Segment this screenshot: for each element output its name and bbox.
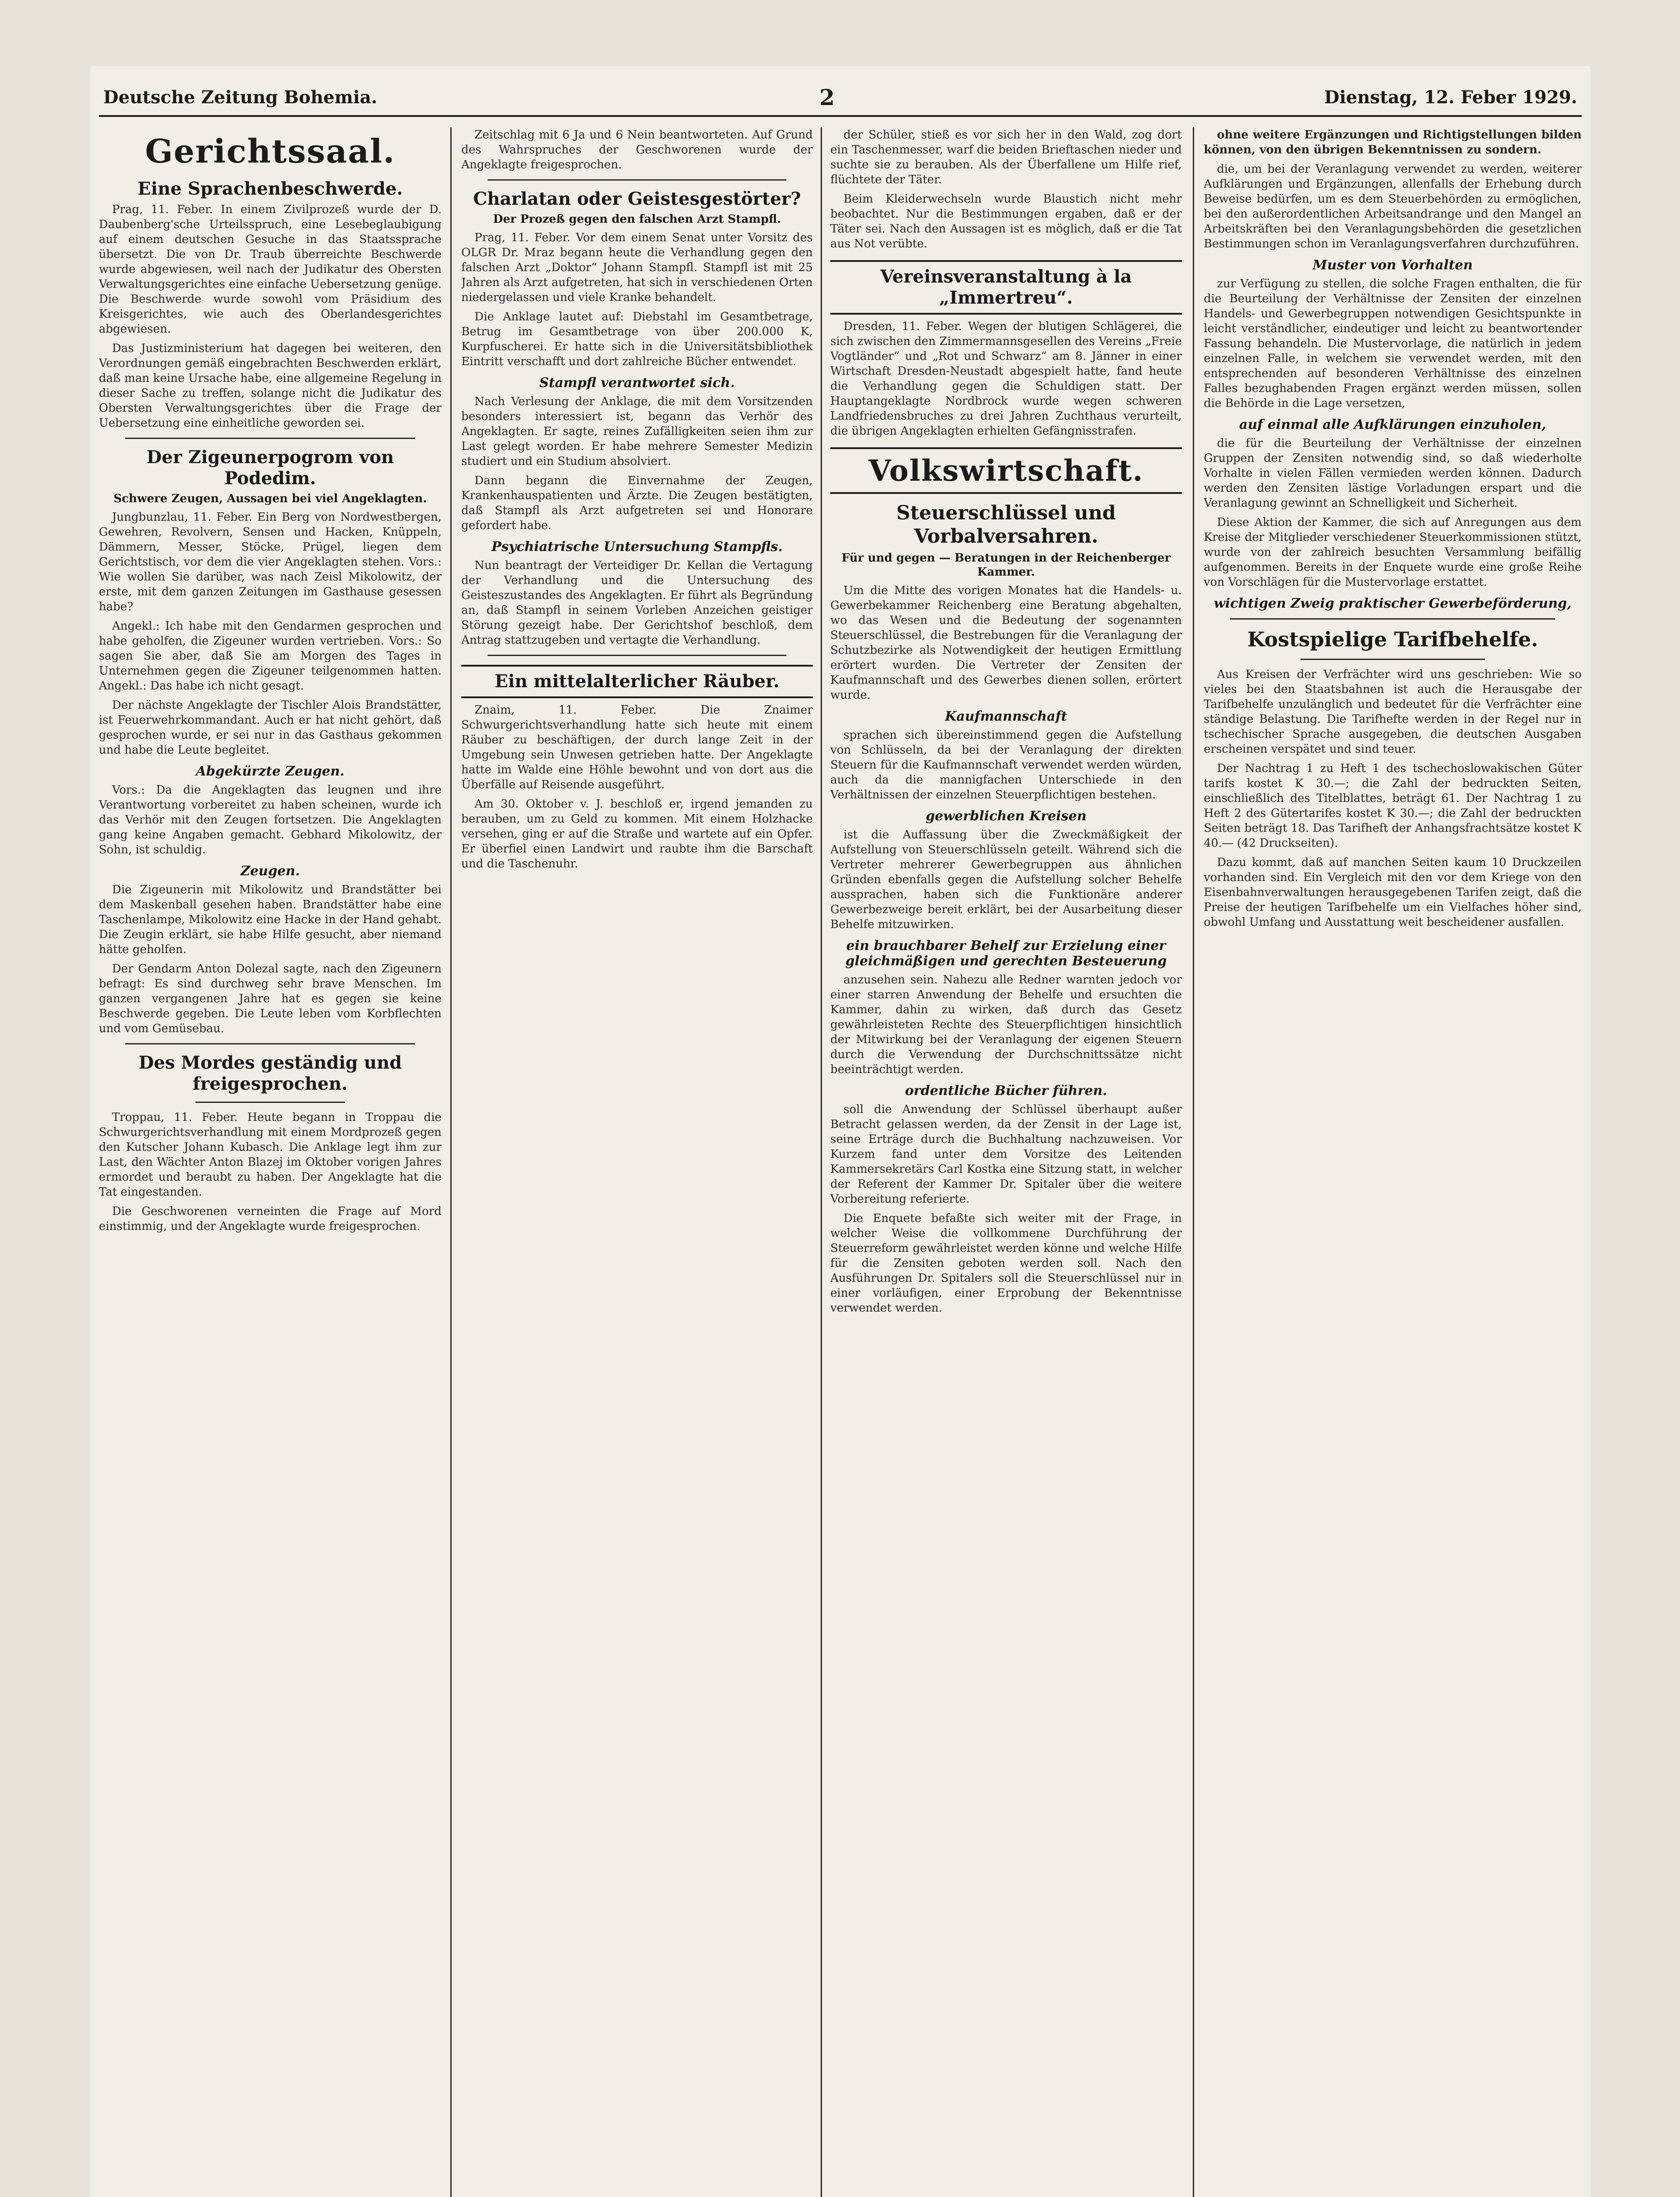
article-paragraph: Angekl.: Ich habe mit den Gendarmen gesprochen und habe geholfen, die Zigeuner wurden vertrieben. Vors.: So sagen Sie aber, daß Sie am Morgen des Tages in Unternehmen gegen die Zigeuner teilgenommen hatten. Angekl.: Das habe ich nicht gesagt. [99, 619, 442, 692]
article-divider [488, 179, 786, 181]
article-crosshead: wichtigen Zweig praktischer Gewerbeförderung, [1213, 596, 1572, 611]
section-title-gerichtssaal: Gerichtssaal. [145, 133, 395, 170]
article-paragraph: anzusehen sein. Nahezu alle Redner warnten jedoch vor einer starren Anwendung der Behelfe und ersuchten die Kammer, dahin zu wirken, daß durch das Gesetz gewährleisteten Rechte des Steuerpflichtigen hinsichtlich der Mitwirkung bei der Veranlagung der eigenen Steuern durch die Verwendung der Durchschnittssätze nicht beeinträchtigt werden. [830, 973, 1182, 1076]
article-crosshead: gewerblichen Kreisen [925, 808, 1087, 824]
column-separator [450, 127, 452, 2197]
article-title: Des Mordes geständig und freigesprochen. [138, 1052, 402, 1094]
article-divider [125, 438, 415, 439]
article-paragraph: zur Verfügung zu stellen, die solche Fragen enthalten, die für die Beurteilung der Verhältnisse der Zensiten der einzelnen Handels- und Gewerbegruppen notwendigen Gesichtspunkte in leicht verständlicher, eindeutiger und leicht zu beantwortender Fassung behandeln. Die Mustervorlage, die natürlich in jedem einzelnen Falle, in welchem sie verwendet werden, mit den entsprechenden auf besonderen Verhältnisse des einzelnen Falles bezughabenden Fragen ergänzt werden müssen, sollen die Behörde in die Lage versetzen, [1204, 277, 1582, 410]
article-crosshead: Kaufmannschaft [945, 708, 1068, 724]
article-paragraph: Diese Aktion der Kammer, die sich auf Anregungen aus dem Kreise der Mitglieder verschiedener Steuerkommissionen stützt, wurde von der zahlreich besuchten Versammlung beifällig aufgenommen. Bereits in der Enquete wurde eine große Reihe von Vorschlägen für die Mustervorlage erstattet. [1204, 516, 1582, 589]
article-subtitle: Schwere Zeugen, Aussagen bei viel Angeklagten. [113, 492, 427, 505]
column-1 [99, 127, 442, 2197]
article-paragraph: soll die Anwendung der Schlüssel überhaupt außer Betracht gelassen werden, da der Zensit in der Lage ist, seine Erträge durch die Buchhaltung nachzuweisen. Vor Kurzem fand unter dem Vorsitze des Leitenden Kammersekretärs Carl Kostka eine Sitzung statt, in welcher der Referent der Kammer Dr. Spitaler über die weitere Vorbereitung referierte. [830, 1102, 1182, 1206]
article-paragraph: Nach Verlesung der Anklage, die mit dem Vorsitzenden besonders interessiert ist, begann das Verhör des Angeklagten. Er sagte, reines Zufälligkeiten seien ihm zur Last gelegt worden. Er habe mehrere Semester Medizin studiert und ein Studium absolviert. [461, 395, 813, 468]
article-paragraph: Prag, 11. Feber. In einem Zivilprozeß wurde der D. Daubenberg'sche Urteilsspruch, eine Lesebeglaubigung auf einem deutschen Gesuche in das Staatssprache übersetzt. Die von Dr. Traub überreichte Beschwerde wurde abgewiesen, weil nach der Judikatur des Obersten Verwaltungsgerichtes eine einfache Uebersetzung genüge. Die Beschwerde wurde sowohl vom Präsidium des Kreisgerichtes, wie auch des Oberlandesgerichtes abgewiesen. [99, 203, 442, 336]
article-paragraph: Prag, 11. Feber. Vor dem einem Senat unter Vorsitz des OLGR Dr. Mraz begann heute die Verhandlung gegen den falschen Arzt „Doktor“ Johann Stampfl. Stampfl ist mit 25 Jahren als Arzt aufgetreten, hat sich in verschiedenen Orten niedergelassen und viele Kranke behandelt. [461, 231, 813, 304]
article-subtitle: Für und gegen — Beratungen in der Reichenberger Kammer. [841, 551, 1171, 579]
article-crosshead: Stampfl verantwortet sich. [539, 375, 735, 391]
article-paragraph: Dazu kommt, daß auf manchen Seiten kaum 10 Druckzeilen vorhanden sind. Ein Vergleich mit den vor dem Kriege von den Eisenbahnverwaltungen herausgegebenen Tarifen zeigt, daß die Preise der heutigen Tarifbehelfe um ein Vielfaches höher sind, obwohl Umfang und Ausstattung weit bescheidener ausfallen. [1204, 856, 1582, 929]
article-paragraph: ist die Auffassung über die Zweckmäßigkeit der Aufstellung von Steuerschlüsseln geteilt. Während sich die Vertreter mehrerer Gewerbegruppen aus ähnlichen Gründen ebenfalls gegen die Aufstellung solcher Behelfe aussprachen, haben sich die Funktionäre anderer Gewerbezweige bereit erklärt, bei der Ausarbeitung dieser Behelfe mitzuwirken. [830, 828, 1182, 931]
article-paragraph: Dann begann die Einvernahme der Zeugen, Krankenhauspatienten und Ärzte. Die Zeugen bestätigten, daß Stampfl als Arzt aufgetreten sei und Honorare gefordert habe. [461, 474, 813, 532]
article-paragraph: Znaim, 11. Feber. Die Znaimer Schwurgerichtsverhandlung hatte sich heute mit einem Räuber zu beschäftigen, der durch lange Zeit in der Umgebung sein Unwesen getrieben hatte. Der Angeklagte hatte im Walde eine Höhle bewohnt und von dort aus die Überfälle auf Reisende ausgeführt. [461, 703, 813, 791]
article-divider [1300, 659, 1485, 660]
article-paragraph: die, um bei der Veranlagung verwendet zu werden, weiterer Aufklärungen und Ergänzungen, allenfalls der Erhebung durch Beweise bedürfen, um es dem Steuerbehörden zu ermöglichen, bei den außerordentlichen Arbeitsandrange und den Mangel an Arbeitskräften bei den Veranlagungsbehörden die gesetzlichen Bestimmungen schon im Veranlagungsverfahren durchzuführen. [1204, 163, 1582, 250]
article-crosshead: ein brauchbarer Behelf zur Erzielung einer gleichmäßigen und gerechten Besteuerung [845, 938, 1167, 969]
column-3 [830, 127, 1182, 2197]
article-title: Ein mittelalterlicher Räuber. [461, 665, 813, 698]
article-paragraph: Der Gendarm Anton Dolezal sagte, nach den Zigeunern befragt: Es sind durchweg sehr brave Menschen. Im ganzen vergangenen Jahre hat es gegen sie keine Beschwerde gegeben. Die Leute leben vom Korbflechten und vom Gemüsebau. [99, 962, 442, 1035]
article-paragraph: der Schüler, stieß es vor sich her in den Wald, zog dort ein Taschenmesser, warf die beiden Brieftaschen nieder und suchte sie zu berauben. Als der Überfallene um Hilfe rief, flüchtete der Täter. [830, 128, 1182, 186]
article-title: Charlatan oder Geistesgestörter? [473, 189, 801, 209]
article-crosshead: Zeugen. [240, 863, 300, 879]
article-paragraph: Der Nachtrag 1 zu Heft 1 des tschechoslowakischen Güter tarifs kostet K 30.—; die Zahl der bedruckten Seiten, einschließlich des Titelblattes, beträgt 61. Der Nachtrag 1 zu Heft 2 des Gütertarifes kostet K 30.—; die Zahl der bedruckten Seiten beträgt 18. Das Tarifheft der Anhangsfrachtsätze kostet K 40.— (42 Druckseiten). [1204, 762, 1582, 850]
article-paragraph: Die Enquete befaßte sich weiter mit der Frage, in welcher Weise die vollkommene Durchführung der Steuerreform gewährleistet werden könne und welche Hilfe für die Zensiten geboten werden soll. Nach den Ausführungen Dr. Spitalers soll die Steuerschlüssel nur in einer vorläufigen, einer Erprobung der Bekenntnisse verwendet werden. [830, 1211, 1182, 1315]
article-paragraph: Die Anklage lautet auf: Diebstahl im Gesamtbetrage, Betrug im Gesamtbetrage von über 200.000 K, Kurpfuscherei. Er hatte sich in die Universitätsbibliothek Eintritt verschafft und dort zahlreiche Bücher entwendet. [461, 310, 813, 368]
article-paragraph: Am 30. Oktober v. J. beschloß er, irgend jemanden zu berauben, um zu Geld zu kommen. Mit einem Holzhacke versehen, ging er auf die Straße und wartete auf ein Opfer. Er überfiel einen Landwirt und raubte ihm die Barschaft und die Taschenuhr. [461, 797, 813, 870]
masthead [90, 84, 1590, 118]
article-crosshead: Psychiatrische Untersuchung Stampfls. [491, 539, 783, 555]
paper-name: Deutsche Zeitung Bohemia. [103, 87, 377, 108]
article-title: Kostspielige Tarifbehelfe. [1247, 627, 1538, 651]
article-divider [196, 1102, 345, 1103]
article-divider [488, 655, 786, 656]
column-4 [1204, 127, 1582, 2197]
article-crosshead: ordentliche Bücher führen. [905, 1083, 1108, 1098]
article-paragraph: Jungbunzlau, 11. Feber. Ein Berg von Nordwestbergen, Gewehren, Revolvern, Sensen und Hacken, Knüppeln, Dämmern, Messer, Stöcke, Prügel, liegen dem Gerichtstisch, vor dem die vier Angeklagten stehen. Vors.: Wie wollen Sie darüber, was nach Zeisl Mikolowitz, der erste, mit dem ganzen Zeitungen im Gasthause gesessen habe? [99, 510, 442, 613]
article-divider [125, 1043, 415, 1044]
column-separator [821, 127, 822, 2197]
article-paragraph: Die Zigeunerin mit Mikolowitz und Brandstätter bei dem Maskenball gesehen haben. Brandstätter habe eine Taschenlampe, Mikolowitz eine Hacke in der Hand gehabt. Die Zeugin erklärt, sie habe Hilfe gesucht, aber niemand hätte geholfen. [99, 883, 442, 956]
article-title: Eine Sprachenbeschwerde. [138, 178, 403, 199]
article-title: Der Zigeunerpogrom von Podedim. [146, 447, 394, 489]
article-crosshead: auf einmal alle Aufklärungen einzuholen, [1239, 417, 1546, 432]
article-crosshead: Abgekürzte Zeugen. [196, 763, 345, 779]
article-paragraph: Troppau, 11. Feber. Heute begann in Troppau die Schwurgerichtsverhandlung mit einem Mordprozeß gegen den Kutscher Johann Kubasch. Die Anklage legt ihm zur Last, den Wächter Anton Blazej im Oktober vorigen Jahres ermordet und beraubt zu haben. Der Angeklagte hat die Tat eingestanden. [99, 1110, 442, 1199]
article-paragraph: Dresden, 11. Feber. Wegen der blutigen Schlägerei, die sich zwischen den Zimmermannsgesellen des Vereins „Freie Vogtländer“ und „Rot und Schwarz“ am 8. Jänner in einer Wirtschaft Dresden-Neustadt abgespielt hatte, fand heute die Verhandlung gegen die Schuldigen statt. Der Hauptangeklagte Nordbrock wurde wegen schweren Landfriedensbruches zu drei Jahren Zuchthaus verurteilt, die übrigen Angeklagten erhielten Gefängnisstrafen. [830, 320, 1182, 438]
article-paragraph: sprachen sich übereinstimmend gegen die Aufstellung von Schlüsseln, da bei der Veranlagung der direkten Steuern für die Kaufmannschaft verwendet werden würden, auch da die mannigfachen Unterschiede in den Verhältnissen der einzelnen Steuerpflichtigen bestehen. [830, 728, 1182, 801]
article-divider [1230, 618, 1555, 620]
article-crosshead: Muster von Vorhalten [1312, 257, 1473, 273]
article-paragraph: Vors.: Da die Angeklagten das leugnen und ihre Verantwortung vorbereitet zu haben scheinen, wurde ich das Verhör mit den Zeugen fortsetzen. Die Angeklagten gang keine Angaben gemacht. Gebhard Mikolowitz, der Sohn, ist schuldig. [99, 783, 442, 856]
article-paragraph: Der nächste Angeklagte der Tischler Alois Brandstätter, ist Feuerwehrkommandant. Auch er hat nicht gehört, daß gesprochen wurde, er sei nur in das Gasthaus gekommen und habe die Leute begleitet. [99, 698, 442, 757]
article-paragraph: Nun beantragt der Verteidiger Dr. Kellan die Vertagung der Verhandlung und die Untersuchung des Geisteszustandes des Angeklagten. Er führt als Begründung an, daß Stampfl in seinem Vorleben Anzeichen geistiger Störung gezeigt habe. Der Gerichtshof beschloß, dem Antrag stattzugeben und vertagte die Verhandlung. [461, 558, 813, 647]
section-title-volkswirtschaft: Volkswirtschaft. [830, 447, 1182, 494]
article-paragraph: Die Geschworenen verneinten die Frage auf Mord einstimmig, und der Angeklagte wurde freigesprochen. [99, 1204, 442, 1233]
article-paragraph: Das Justizministerium hat dagegen bei weiteren, den Verordnungen gemäß eingebrachten Beschwerden erklärt, daß man keine Ursache habe, eine allgemeine Regelung in dieser Sache zu treffen, solange nicht die Judikatur des Obersten Verwaltungsgerichtes über die Frage der Uebersetzung eine einheitliche geworden sei. [99, 342, 442, 430]
article-title: Vereinsveranstaltung à la „Immertreu“. [830, 260, 1182, 315]
issue-date: Dienstag, 12. Feber 1929. [1324, 87, 1577, 108]
article-paragraph: die für die Beurteilung der Verhältnisse der einzelnen Gruppen der Zensiten notwendig sind, so daß wiederholte Vorhalte in vielen Fällen vermieden werden können. Dadurch werden den Zensiten lästige Vorladungen erspart und die Veranlagung gewinnt an Schnelligkeit und Sicherheit. [1204, 437, 1582, 510]
article-paragraph: Um die Mitte des vorigen Monates hat die Handels- u. Gewerbekammer Reichenberg eine Beratung abgehalten, wo das Wesen und die Bedeutung der sogenannten Steuerschlüssel, die Bestrebungen für die Veranlagung der Schutzbezirke als Notwendigkeit der heutigen Ermittlung erörtert wurden. Die Vertreter der Zensiten der Kaufmannschaft und des Gewerbes dienen sollen, erörtert wurde. [830, 584, 1182, 702]
article-paragraph: ohne weitere Ergänzungen und Richtigstellungen bilden können, von den übrigen Bekenntnissen zu sondern. [1204, 128, 1582, 156]
column-2 [461, 127, 813, 2197]
article-paragraph: Aus Kreisen der Verfrächter wird uns geschrieben: Wie so vieles bei den Staatsbahnen ist auch die Herausgabe der Tarifbehelfe unzulänglich und bedeutet für die Verfrächter eine ständige Belastung. Die Tarifhefte werden in der Regel nur in tschechischer Sprache ausgegeben, die deutschen Ausgaben erscheinen verspätet und sind teuer. [1204, 668, 1582, 756]
masthead-rule [99, 115, 1582, 117]
article-title: Steuerschlüssel und Vorbalversahren. [896, 502, 1116, 547]
column-separator [1193, 127, 1194, 2197]
article-paragraph: Zeitschlag mit 6 Ja und 6 Nein beantworteten. Auf Grund des Wahrspruches der Geschworenen wurde der Angeklagte freigesprochen. [461, 128, 813, 171]
article-paragraph: Beim Kleiderwechseln wurde Blaustich nicht mehr beobachtet. Nur die Bestimmungen ergaben, daß er der Täter sei. Nach den Aussagen ist es möglich, daß er die Tat aus Not verübte. [830, 192, 1182, 250]
article-subtitle: Der Prozeß gegen den falschen Arzt Stampfl. [493, 213, 781, 226]
page-number: 2 [819, 84, 835, 110]
